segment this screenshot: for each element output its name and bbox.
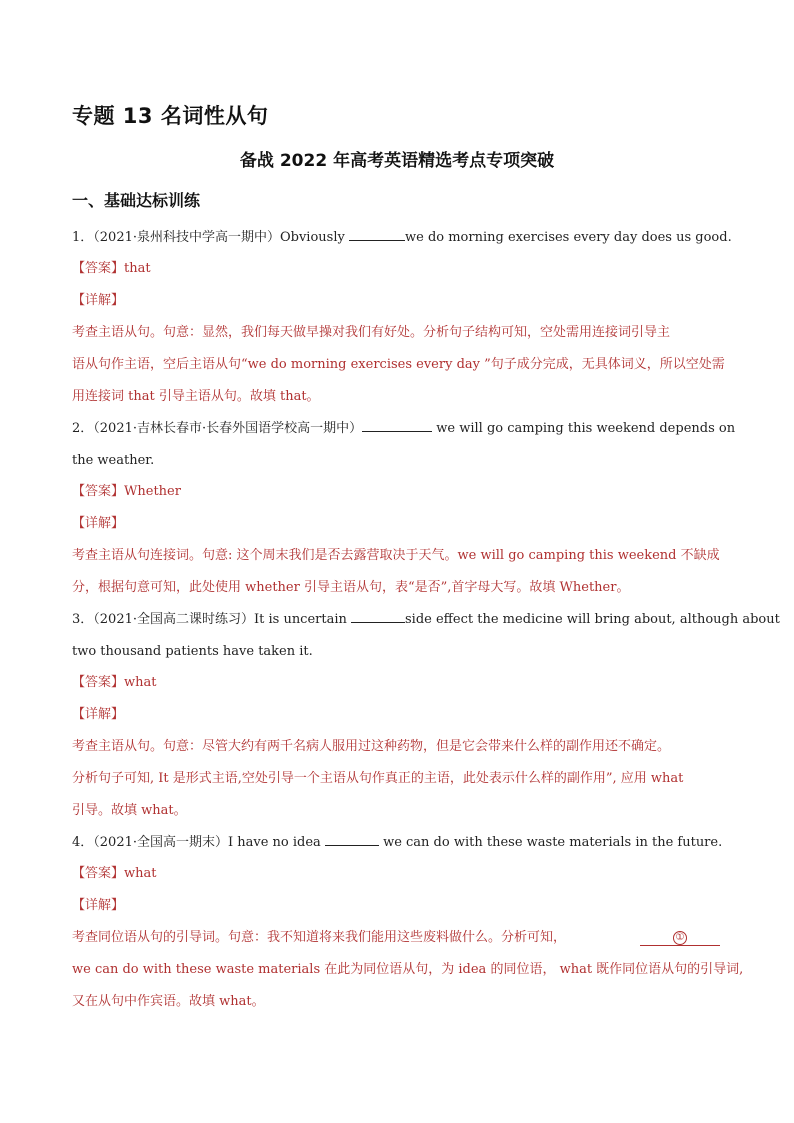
q1-detail-tag: 【详解】 (72, 293, 125, 308)
q2-stem-cont: the weather. (72, 453, 155, 468)
q2-detail-line: 分，根据句意可知，此处使用 whether 引导主语从句，表“是否”,首字母大写。故填 Whether。 (72, 580, 630, 595)
q3-stem-cont: two thousand patients have taken it. (72, 644, 313, 659)
q4-detail-line: 考查同位语从句的引导词。句意：我不知道将来我们能用这些废料做什么。分析可知， (72, 930, 567, 945)
q3-detail-tag: 【详解】 (72, 707, 125, 722)
q3-answer: 【答案】what (72, 675, 157, 690)
q3-detail-line: 考查主语从句。句意：尽管大约有两千名病人服用过这种药物，但是它会带来什么样的副作用还不确定。 (72, 739, 671, 754)
q2-detail-tag: 【详解】 (72, 516, 125, 531)
annotation-marker (640, 930, 720, 946)
circled-number-icon: ① (673, 931, 687, 945)
q2-stem: 2．（2021·吉林长春市·长春外国语学校高一期中） we will go camping this weekend depends on (72, 421, 736, 436)
q1-answer: 【答案】that (72, 261, 151, 276)
q3-detail-line: 引导。故填 what。 (72, 803, 187, 818)
q4-answer: 【答案】what (72, 866, 157, 881)
q4-detail-line: 又在从句中作宾语。故填 what。 (72, 994, 265, 1009)
answer-blank (349, 228, 405, 241)
q3-detail-line: 分析句子可知, It 是形式主语,空处引导一个主语从句作真正的主语，此处表示什么样的副作用”, 应用 what (72, 771, 684, 786)
answer-blank (325, 833, 379, 846)
q1-detail-line: 语从句作主语，空后主语从句“we do morning exercises every day ”句子成分完成，无具体词义，所以空处需 (72, 357, 725, 372)
q1-detail-line: 考查主语从句。句意：显然，我们每天做早操对我们有好处。分析句子结构可知，空处需用连接词引导主 (72, 325, 671, 340)
q4-stem: 4．（2021·全国高一期末）I have no idea we can do with these waste materials in the future. (72, 835, 723, 850)
q2-detail-line: 考查主语从句连接词。句意: 这个周末我们是否去露营取决于天气。we will go camping this weekend 不缺成 (72, 548, 720, 563)
answer-blank (351, 610, 405, 623)
page-title: 专题 13 名词性从句 (72, 104, 269, 128)
answer-blank (362, 419, 432, 432)
section-heading: 一、基础达标训练 (72, 191, 201, 210)
q2-answer: 【答案】Whether (72, 484, 181, 499)
q3-stem: 3．（2021·全国高二课时练习）It is uncertain side effect the medicine will bring about, although about (72, 612, 780, 627)
page-subtitle: 备战 2022 年高考英语精选考点专项突破 (239, 151, 555, 171)
q1-stem: 1．（2021·泉州科技中学高一期中）Obviously we do morning exercises every day does us good. (72, 230, 732, 245)
q4-detail-tag: 【详解】 (72, 898, 125, 913)
q4-detail-line: we can do with these waste materials 在此为同位语从句，为 idea 的同位语， what 既作同位语从句的引导词, (72, 962, 744, 977)
q1-detail-line: 用连接词 that 引导主语从句。故填 that。 (72, 389, 320, 404)
